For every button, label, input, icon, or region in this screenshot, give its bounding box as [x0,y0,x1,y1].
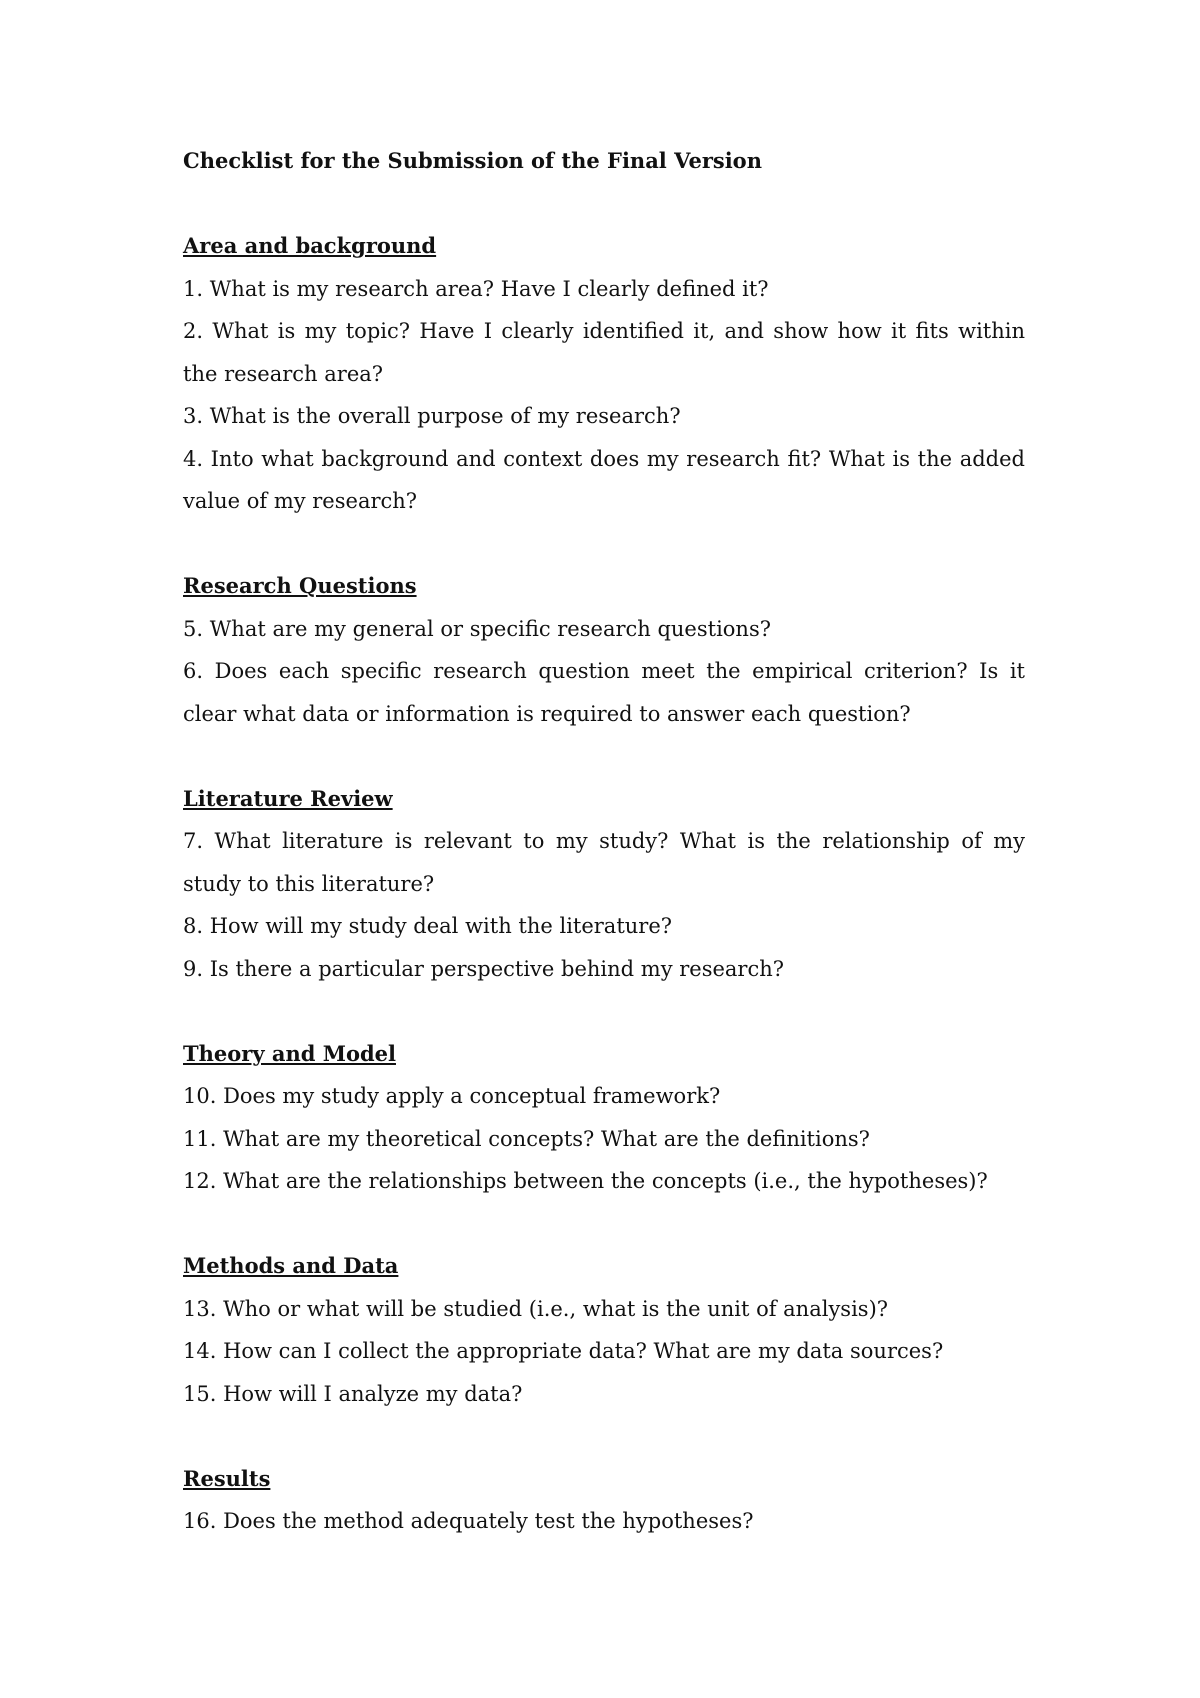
section-methods-and-data [183,1245,1025,1415]
checklist-item-1: 1. What is my research area? Have I clearly defined it? [183,276,769,301]
section-results [183,1458,1025,1543]
section-heading: Results [183,1465,271,1491]
checklist-item-6: 6. Does each specific research question meet the empirical criterion? Is it clear what data or information is required to answer each question? [183,659,1025,726]
checklist-item-3: 3. What is the overall purpose of my research? [183,404,681,428]
section-research-questions [183,565,1025,735]
checklist-item-8: 8. How will my study deal with the literature? [183,914,673,938]
checklist-item-13: 13. Who or what will be studied (i.e., what is the unit of analysis)? [183,1296,889,1321]
section-heading: Methods and Data [183,1253,399,1278]
checklist-item-16: 16. Does the method adequately test the hypotheses? [183,1509,754,1533]
section-heading: Area and background [183,233,437,258]
checklist-item-5: 5. What are my general or specific research questions? [183,616,771,641]
section-theory-and-model [183,1033,1025,1203]
section-heading: Theory and Model [183,1040,396,1066]
section-literature-review [183,778,1025,991]
document-page [183,140,1025,1585]
section-heading: Literature Review [183,785,393,811]
checklist-item-9: 9. Is there a particular perspective behind my research? [183,956,785,981]
checklist-item-4: 4. Into what background and context does my research fit? What is the added value of my research? [183,446,1025,513]
checklist-item-2: 2. What is my topic? Have I clearly identified it, and show how it fits within the research area? [183,319,1025,386]
checklist-item-12: 12. What are the relationships between the concepts (i.e., the hypotheses)? [183,1169,988,1193]
document-title: Checklist for the Submission of the Final Version [183,148,762,173]
section-heading: Research Questions [183,573,417,598]
checklist-item-15: 15. How will I analyze my data? [183,1381,523,1406]
checklist-item-7: 7. What literature is relevant to my study? What is the relationship of my study to this literature? [183,829,1025,896]
checklist-item-10: 10. Does my study apply a conceptual framework? [183,1084,721,1108]
section-area-and-background [183,225,1025,523]
checklist-item-11: 11. What are my theoretical concepts? What are the definitions? [183,1126,870,1151]
checklist-item-14: 14. How can I collect the appropriate data? What are my data sources? [183,1339,944,1363]
